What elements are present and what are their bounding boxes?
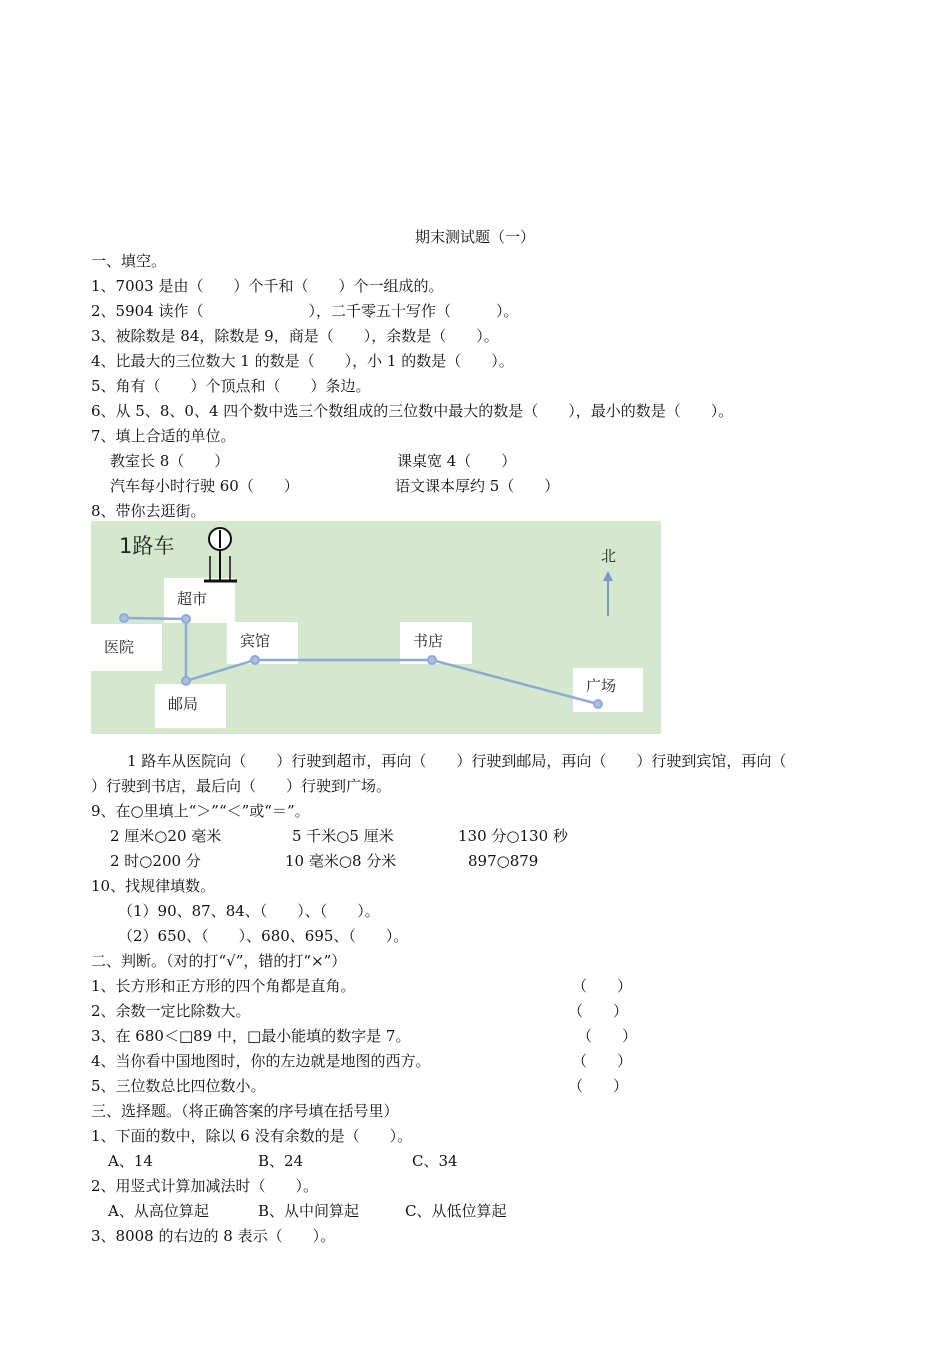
answer-blank: （ ） bbox=[572, 977, 633, 995]
choice-question: 3、8008 的右边的 8 表示（ ）。 bbox=[91, 1227, 336, 1245]
question-7-item: 课桌宽 4（ ） bbox=[397, 452, 517, 470]
question-7: 7、填上合适的单位。 bbox=[91, 427, 236, 445]
question-9-item: 10 毫米○8 分米 bbox=[285, 852, 397, 870]
question-7-item: 教室长 8（ ） bbox=[110, 452, 230, 470]
question-4: 4、比最大的三位数大 1 的数是（ ），小 1 的数是（ ）。 bbox=[91, 352, 514, 370]
choice-option: C、34 bbox=[412, 1152, 458, 1170]
answer-blank: （ ） bbox=[568, 1002, 629, 1020]
question-7-item: 汽车每小时行驶 60（ ） bbox=[110, 477, 299, 495]
answer-blank: （ ） bbox=[572, 1052, 633, 1070]
question-3: 3、被除数是 84，除数是 9，商是（ ），余数是（ ）。 bbox=[91, 327, 499, 345]
choice-option: A、从高位算起 bbox=[108, 1202, 209, 1220]
route-node bbox=[120, 614, 128, 622]
judge-question: 2、余数一定比除数大。 bbox=[91, 1002, 251, 1020]
choice-question: 2、用竖式计算加减法时（ ）。 bbox=[91, 1177, 319, 1195]
answer-blank: （ ） bbox=[568, 1077, 629, 1095]
north-label: 北 bbox=[601, 547, 617, 565]
place-supermarket: 超市 bbox=[177, 590, 208, 608]
section-choice-heading: 三、选择题。（将正确答案的序号填在括号里） bbox=[91, 1102, 399, 1120]
choice-option: B、从中间算起 bbox=[258, 1202, 360, 1220]
route-node bbox=[251, 656, 259, 664]
place-hospital: 医院 bbox=[104, 638, 135, 656]
place-bookstore: 书店 bbox=[413, 632, 444, 650]
question-10-item: （1）90、87、84、（ ）、（ ）。 bbox=[118, 902, 380, 920]
question-2: 2、5904 读作（ ），二千零五十写作（ ）。 bbox=[91, 302, 519, 320]
route-node bbox=[428, 656, 436, 664]
choice-option: C、从低位算起 bbox=[405, 1202, 507, 1220]
judge-question: 3、在 680＜□89 中，□最小能填的数字是 7。 bbox=[91, 1027, 411, 1045]
question-10-item: （2）650、（ ）、680、695、（ ）。 bbox=[118, 927, 409, 945]
question-9: 9、在○里填上“＞”“＜”或“＝”。 bbox=[91, 802, 310, 820]
question-9-item: 897○879 bbox=[468, 852, 539, 870]
section-fill-in-heading: 一、填空。 bbox=[91, 252, 167, 270]
route-path bbox=[124, 618, 598, 704]
question-9-item: 2 厘米○20 毫米 bbox=[110, 827, 222, 845]
question-9-item: 5 千米○5 厘米 bbox=[292, 827, 394, 845]
route-node bbox=[182, 615, 190, 623]
bus-route-label: 1路车 bbox=[119, 534, 175, 558]
judge-question: 1、长方形和正方形的四个角都是直角。 bbox=[91, 977, 356, 995]
question-1: 1、7003 是由（ ）个千和（ ）个一组成的。 bbox=[91, 277, 444, 295]
place-square: 广场 bbox=[586, 677, 617, 695]
section-judge-heading: 二、判断。（对的打“√”，错的打“×”） bbox=[91, 952, 347, 970]
bus-stop-sign-icon bbox=[204, 528, 237, 581]
place-post-office: 邮局 bbox=[168, 695, 199, 713]
question-8-text: ）行驶到书店，最后向（ ）行驶到广场。 bbox=[91, 777, 392, 795]
choice-option: B、24 bbox=[258, 1152, 304, 1170]
question-7-item: 语文课本厚约 5（ ） bbox=[395, 477, 560, 495]
judge-question: 5、三位数总比四位数小。 bbox=[91, 1077, 266, 1095]
question-10: 10、找规律填数。 bbox=[91, 877, 216, 895]
place-hotel: 宾馆 bbox=[240, 632, 271, 650]
question-8: 8、带你去逛街。 bbox=[91, 502, 206, 520]
route-map bbox=[91, 521, 661, 734]
route-node bbox=[594, 700, 602, 708]
choice-question: 1、下面的数中，除以 6 没有余数的是（ ）。 bbox=[91, 1127, 413, 1145]
question-9-item: 130 分○130 秒 bbox=[458, 827, 568, 845]
question-9-item: 2 时○200 分 bbox=[110, 852, 201, 870]
answer-blank: （ ） bbox=[577, 1027, 638, 1045]
route-node bbox=[182, 677, 190, 685]
choice-option: A、14 bbox=[108, 1152, 153, 1170]
page-title: 期末测试题（一） bbox=[414, 228, 535, 246]
question-5: 5、角有（ ）个顶点和（ ）条边。 bbox=[91, 377, 371, 395]
north-arrow-icon bbox=[603, 571, 613, 616]
question-6: 6、从 5、8、0、4 四个数中选三个数组成的三位数中最大的数是（ ），最小的数是（ ）。 bbox=[91, 402, 734, 420]
judge-question: 4、当你看中国地图时，你的左边就是地图的西方。 bbox=[91, 1052, 431, 1070]
question-8-text: 1 路车从医院向（ ）行驶到超市，再向（ ）行驶到邮局，再向（ ）行驶到宾馆，再向（ bbox=[127, 752, 787, 770]
